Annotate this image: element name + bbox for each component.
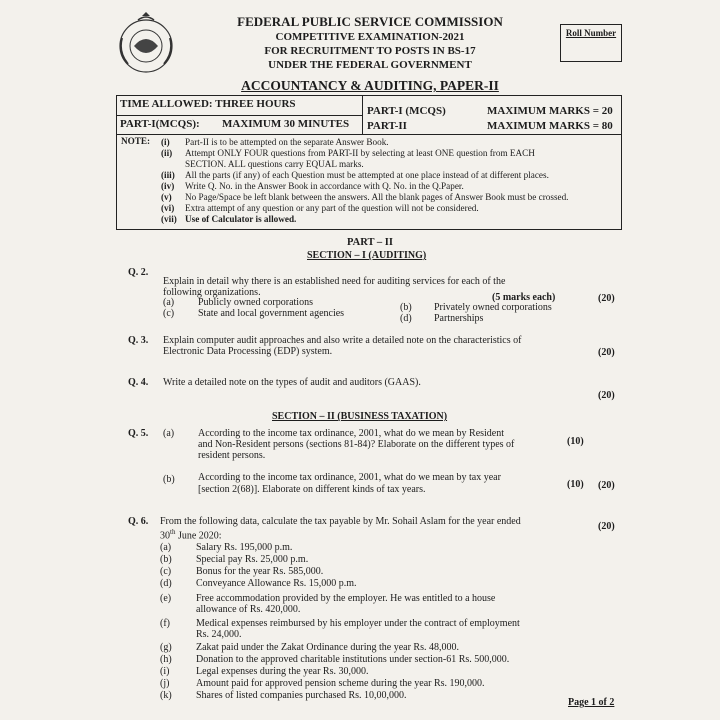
q3-marks: (20) <box>598 347 615 358</box>
q5-number: Q. 5. <box>128 428 149 439</box>
q5-b-line1: According to the income tax ordinance, 2001, what do we mean by tax year <box>198 472 501 483</box>
q5-b-marks: (10) <box>567 479 584 490</box>
q2-c-label: (c) <box>163 308 175 319</box>
q2-number: Q. 2. <box>128 267 149 278</box>
q4-text: Write a detailed note on the types of audit and auditors (GAAS). <box>163 377 421 388</box>
fpsc-emblem-icon <box>112 10 180 78</box>
q5-a-marks: (10) <box>567 436 584 447</box>
q4-number: Q. 4. <box>128 377 149 388</box>
q3-text-line2: Electronic Data Processing (EDP) system. <box>163 346 333 357</box>
q5-total-marks: (20) <box>598 480 615 491</box>
q6-item: (h) Donation to the approved charitable institutions under section-61 Rs. 500,000. <box>160 654 510 665</box>
note-item: (vi) Extra attempt of any question or any part of the question will not be considered. <box>161 203 479 213</box>
part1-mcqs: PART-I(MCQS): <box>120 118 200 130</box>
q4-marks: (20) <box>598 390 615 401</box>
q6-item: (e) Free accommodation provided by the employer. He was entitled to a house <box>160 593 496 604</box>
q6-text-line2: 30th June 2020: <box>160 528 222 542</box>
q5-a-label: (a) <box>163 428 175 439</box>
note-item: (iv) Write Q. No. in the Answer Book in accordance with Q. No. in the Q.Paper. <box>161 181 464 191</box>
q6-item: (k) Shares of listed companies purchased Rs. 10,00,000. <box>160 690 407 701</box>
section2-title: SECTION – II (BUSINESS TAXATION) <box>272 411 448 422</box>
max-30-minutes: MAXIMUM 30 MINUTES <box>222 118 350 130</box>
q2-c: State and local government agencies <box>198 308 345 319</box>
q5-a-line1: According to the income tax ordinance, 2001, what do we mean by Resident <box>198 428 505 439</box>
info-row-divider <box>116 115 362 116</box>
part1-label: PART-I (MCQS) <box>367 105 446 117</box>
note-item: SECTION. ALL questions carry EQUAL marks. <box>185 159 364 169</box>
q2-d: Partnerships <box>434 313 484 324</box>
q6-item: (a) Salary Rs. 195,000 p.m. <box>160 542 293 553</box>
page-number: Page 1 of 2 <box>568 697 615 708</box>
q6-item: (g) Zakat paid under the Zakat Ordinance during the year Rs. 48,000. <box>160 642 459 653</box>
q2-a-label: (a) <box>163 297 175 308</box>
note-item: (ii) Attempt ONLY FOUR questions from PART-II by selecting at least ONE question from EACH <box>161 148 535 158</box>
q6-marks: (20) <box>598 521 615 532</box>
note-label: NOTE: <box>121 136 151 146</box>
note-item: (i) Part-II is to be attempted on the separate Answer Book. <box>161 137 389 147</box>
q6-number: Q. 6. <box>128 516 149 527</box>
section1-title: SECTION – I (AUDITING) <box>307 250 427 261</box>
q2-each-marks: (5 marks each) <box>492 292 556 303</box>
q5-b-line2: [section 2(68)]. Elaborate on different kinds of tax years. <box>198 484 426 495</box>
q6-item: (b) Special pay Rs. 25,000 p.m. <box>160 554 309 565</box>
header-recruitment: FOR RECRUITMENT TO POSTS IN BS-17 <box>264 45 476 57</box>
q5-a-line3: resident persons. <box>198 450 266 461</box>
q2-b: Privately owned corporations <box>434 302 552 313</box>
q3-number: Q. 3. <box>128 335 149 346</box>
q2-marks: (20) <box>598 293 615 304</box>
paper-title: ACCOUNTANCY & AUDITING, PAPER-II <box>241 78 499 93</box>
q2-b-label: (b) <box>400 302 412 313</box>
header-exam: COMPETITIVE EXAMINATION-2021 <box>275 31 465 43</box>
note-item: (v) No Page/Space be left blank between the answers. All the blank pages of Answer Book must be crossed. <box>161 192 569 202</box>
q2-text-line1: Explain in detail why there is an established need for auditing services for each of the <box>163 276 506 287</box>
q5-b-label: (b) <box>163 474 175 485</box>
q5-a-line2: and Non-Resident persons (sections 81-84)? Elaborate on the different types of <box>198 439 515 450</box>
q6-text-line1: From the following data, calculate the tax payable by Mr. Sohail Aslam for the year ended <box>160 516 521 527</box>
q6-item: (f) Medical expenses reimbursed by his employer under the contract of employment <box>160 618 520 629</box>
part2-label: PART-II <box>367 120 407 132</box>
header-government: UNDER THE FEDERAL GOVERNMENT <box>268 59 472 71</box>
q2-text-line2: following organizations. <box>163 287 261 298</box>
header-commission: FEDERAL PUBLIC SERVICE COMMISSION <box>237 14 503 29</box>
q6-item: (i) Legal expenses during the year Rs. 30,000. <box>160 666 369 677</box>
exam-paper-page: FEDERAL PUBLIC SERVICE COMMISSION COMPETITIVE EXAMINATION-2021 FOR RECRUITMENT TO POSTS IN BS-17 UNDER THE FEDERAL GOVERNMENT Roll Number ACCOUNTANCY & AUDITING, PAPER-II TIME ALLOWED: THREE HOURS PART-I(MCQS): MAXIMUM 30 MINUTES PART-I (MCQS) PART-II MAXIMUM MARKS = 20 MAXIMUM MARKS = 80 NOTE: (i) Part-II is to be attempted on the separate Answer Book. (ii) Attempt ONLY FOUR questions from PART-II by selecting at least ONE question from EACH SECTION. ALL questions carry EQUAL marks. (iii) All the parts (if any) of each Question must be attempted at one place instead of at different places. (iv) Write Q. No. in the Answer Book in accordance with Q. No. in the Q.Paper. (v) No Page/Space be left blank between the answers. All the blank pages of Answer Book must be crossed. (vi) Extra attempt of any question or any part of the question will not be considered. (vii) Use of Calculator is allowed. PART – II SECTION – I (AUDITING) Q. 2. Explain in detail why there is an established need for auditing services for each of the following organizations. (5 marks each) (20) (a) Publicly owned corporations (b) Privately owned corporations (c) State and local government agencies (d) Partnerships Q. 3. Explain computer audit approaches and also write a detailed note on the characteristics of Electronic Data Processing (EDP) system. (20) Q. 4. Write a detailed note on the types of audit and auditors (GAAS). (20) SECTION – II (BUSINESS TAXATION) Q. 5. (a) According to the income tax ordinance, 2001, what do we mean by Resident (10) and Non-Resident persons (sections 81-84)? Elaborate on the different types of resident persons. (b) According to the income tax ordinance, 2001, what do we mean by tax year (10) (20) [section 2(68)]. Elaborate on different kinds of tax years. Q. 6. From the following data, calculate the tax payable by Mr. Sohail Aslam for the year ended (20) 30th June 2020: (a) Salary Rs. 195,000 p.m. (b) Special pay Rs. 25,000 p.m. (c) Bonus for the year Rs. 585,000. (d) Conveyance Allowance Rs. 15,000 p.m. (e) Free accommodation provided by the employer. He was entitled to a house allowance of Rs. 420,000. (f) Medical expenses reimbursed by his employer under the contract of employment Rs. 24,000. (g) Zakat paid under the Zakat Ordinance during the year Rs. 48,000. (h) Donation to the approved charitable institutions under section-61 Rs. 500,000. (i) Legal expenses during the year Rs. 30,000. (j) Amount paid for approved pension scheme during the year Rs. 190,000. (k) Shares of listed companies purchased Rs. 10,00,000. Page 1 of 2 <box>0 0 720 720</box>
roll-number-box <box>560 24 622 62</box>
q3-text-line1: Explain computer audit approaches and also write a detailed note on the characteristics of <box>163 335 522 346</box>
q2-d-label: (d) <box>400 313 412 324</box>
q6-item: (d) Conveyance Allowance Rs. 15,000 p.m. <box>160 578 357 589</box>
note-item: (iii) All the parts (if any) of each Question must be attempted at one place instead of at different places. <box>161 170 549 180</box>
roll-number-label: Roll Number <box>565 28 617 38</box>
part2-title: PART – II <box>347 237 393 248</box>
q2-a: Publicly owned corporations <box>198 297 313 308</box>
q6-item: (j) Amount paid for approved pension scheme during the year Rs. 190,000. <box>160 678 485 689</box>
info-divider <box>362 95 363 135</box>
time-allowed: TIME ALLOWED: THREE HOURS <box>120 98 296 110</box>
max-marks-20: MAXIMUM MARKS = 20 <box>487 105 613 117</box>
note-item: (vii) Use of Calculator is allowed. <box>161 214 297 224</box>
max-marks-80: MAXIMUM MARKS = 80 <box>487 120 613 132</box>
q6-item: (c) Bonus for the year Rs. 585,000. <box>160 566 324 577</box>
